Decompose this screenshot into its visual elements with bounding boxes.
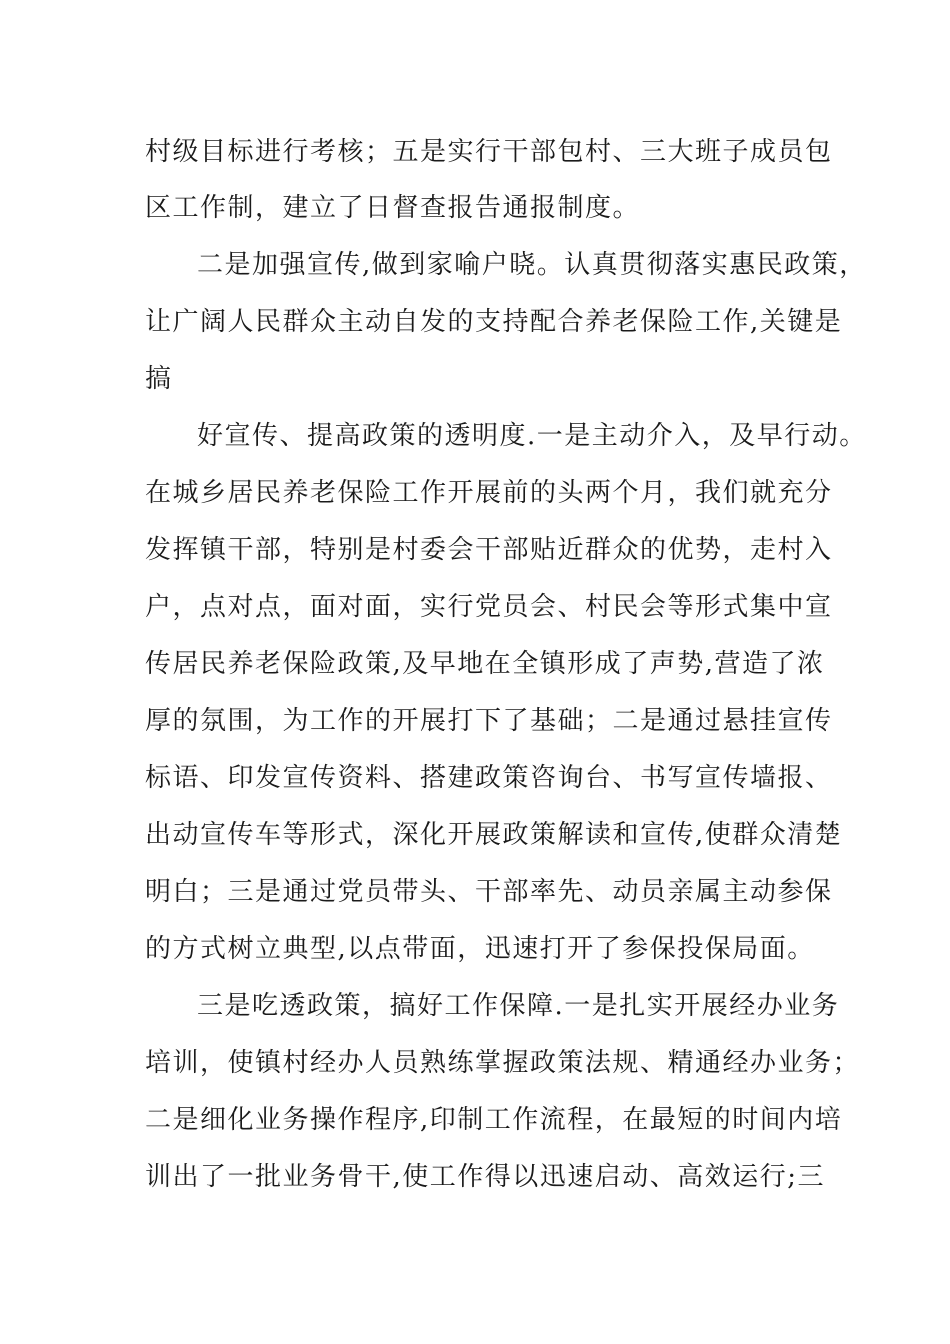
text-line: 出动宣传车等形式，深化开展政策解读和宣传,使群众清楚 [145,820,843,850]
text-line: 在城乡居民养老保险工作开展前的头两个月，我们就充分 [145,478,833,508]
text-line: 区工作制，建立了日督查报告通报制度。 [145,193,641,223]
text-line: 传居民养老保险政策,及早地在全镇形成了声势,营造了浓 [145,649,825,679]
text-line: 二是细化业务操作程序,印制工作流程，在最短的时间内培 [145,1105,843,1135]
text-line: 训出了一批业务骨干,使工作得以迅速启动、高效运行;三 [145,1162,826,1192]
text-line: 搞 [145,364,173,394]
text-line: 培训，使镇村经办人员熟练掌握政策法规、精通经办业务； [145,1048,861,1078]
text-line: 村级目标进行考核；五是实行干部包村、三大班子成员包 [145,137,833,167]
text-line: 标语、印发宣传资料、搭建政策咨询台、书写宣传墙报、 [145,763,833,793]
text-line: 发挥镇干部，特别是村委会干部贴近群众的优势，走村入 [145,535,833,565]
text-line: 的方式树立典型,以点带面，迅速打开了参保投保局面。 [145,934,815,964]
text-line: 户，点对点，面对面，实行党员会、村民会等形式集中宣 [145,592,833,622]
paragraph-start-line: 二是加强宣传,做到家喻户晓。认真贯彻落实惠民政策， [197,250,867,280]
text-line: 让广阔人民群众主动自发的支持配合养老保险工作,关键是 [145,307,843,337]
paragraph-start-line: 三是吃透政策，搞好工作保障.一是扎实开展经办业务 [197,991,840,1021]
text-line: 明白；三是通过党员带头、干部率先、动员亲属主动参保 [145,877,833,907]
paragraph-start-line: 好宣传、提高政策的透明度.一是主动介入，及早行动。 [197,421,867,451]
text-line: 厚的氛围，为工作的开展打下了基础；二是通过悬挂宣传 [145,706,833,736]
